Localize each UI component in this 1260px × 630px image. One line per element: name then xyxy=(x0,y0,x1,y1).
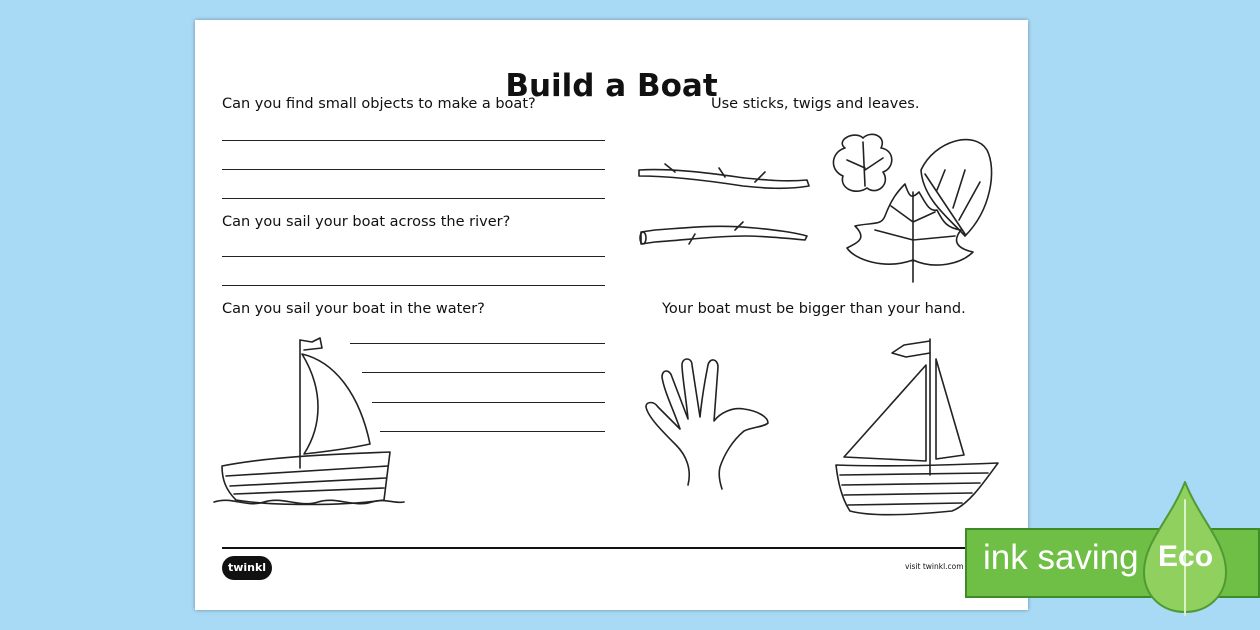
instruction-materials: Use sticks, twigs and leaves. xyxy=(711,96,920,112)
eco-label: Eco xyxy=(1158,540,1214,573)
footer-divider xyxy=(222,547,967,549)
footer-url: visit twinkl.com xyxy=(905,562,964,571)
writing-line xyxy=(380,431,605,432)
leaves-illustration xyxy=(825,130,1000,288)
rowboat-sailboat-illustration xyxy=(212,336,412,511)
twinkl-logo: twinkl xyxy=(222,556,272,580)
hand-illustration xyxy=(640,355,775,490)
question-find-objects: Can you find small objects to make a boat? xyxy=(222,96,536,112)
writing-line xyxy=(222,169,605,170)
writing-line xyxy=(222,285,605,286)
ink-saving-label: ink saving xyxy=(983,538,1139,577)
writing-line xyxy=(222,140,605,141)
writing-line xyxy=(222,198,605,199)
question-across-river: Can you sail your boat across the river? xyxy=(222,214,511,230)
sticks-illustration xyxy=(635,160,815,250)
question-in-water: Can you sail your boat in the water? xyxy=(222,301,485,317)
page-title: Build a Boat xyxy=(505,68,718,104)
instruction-size: Your boat must be bigger than your hand. xyxy=(662,301,966,317)
sailboat-illustration xyxy=(832,335,1007,525)
writing-line xyxy=(222,256,605,257)
